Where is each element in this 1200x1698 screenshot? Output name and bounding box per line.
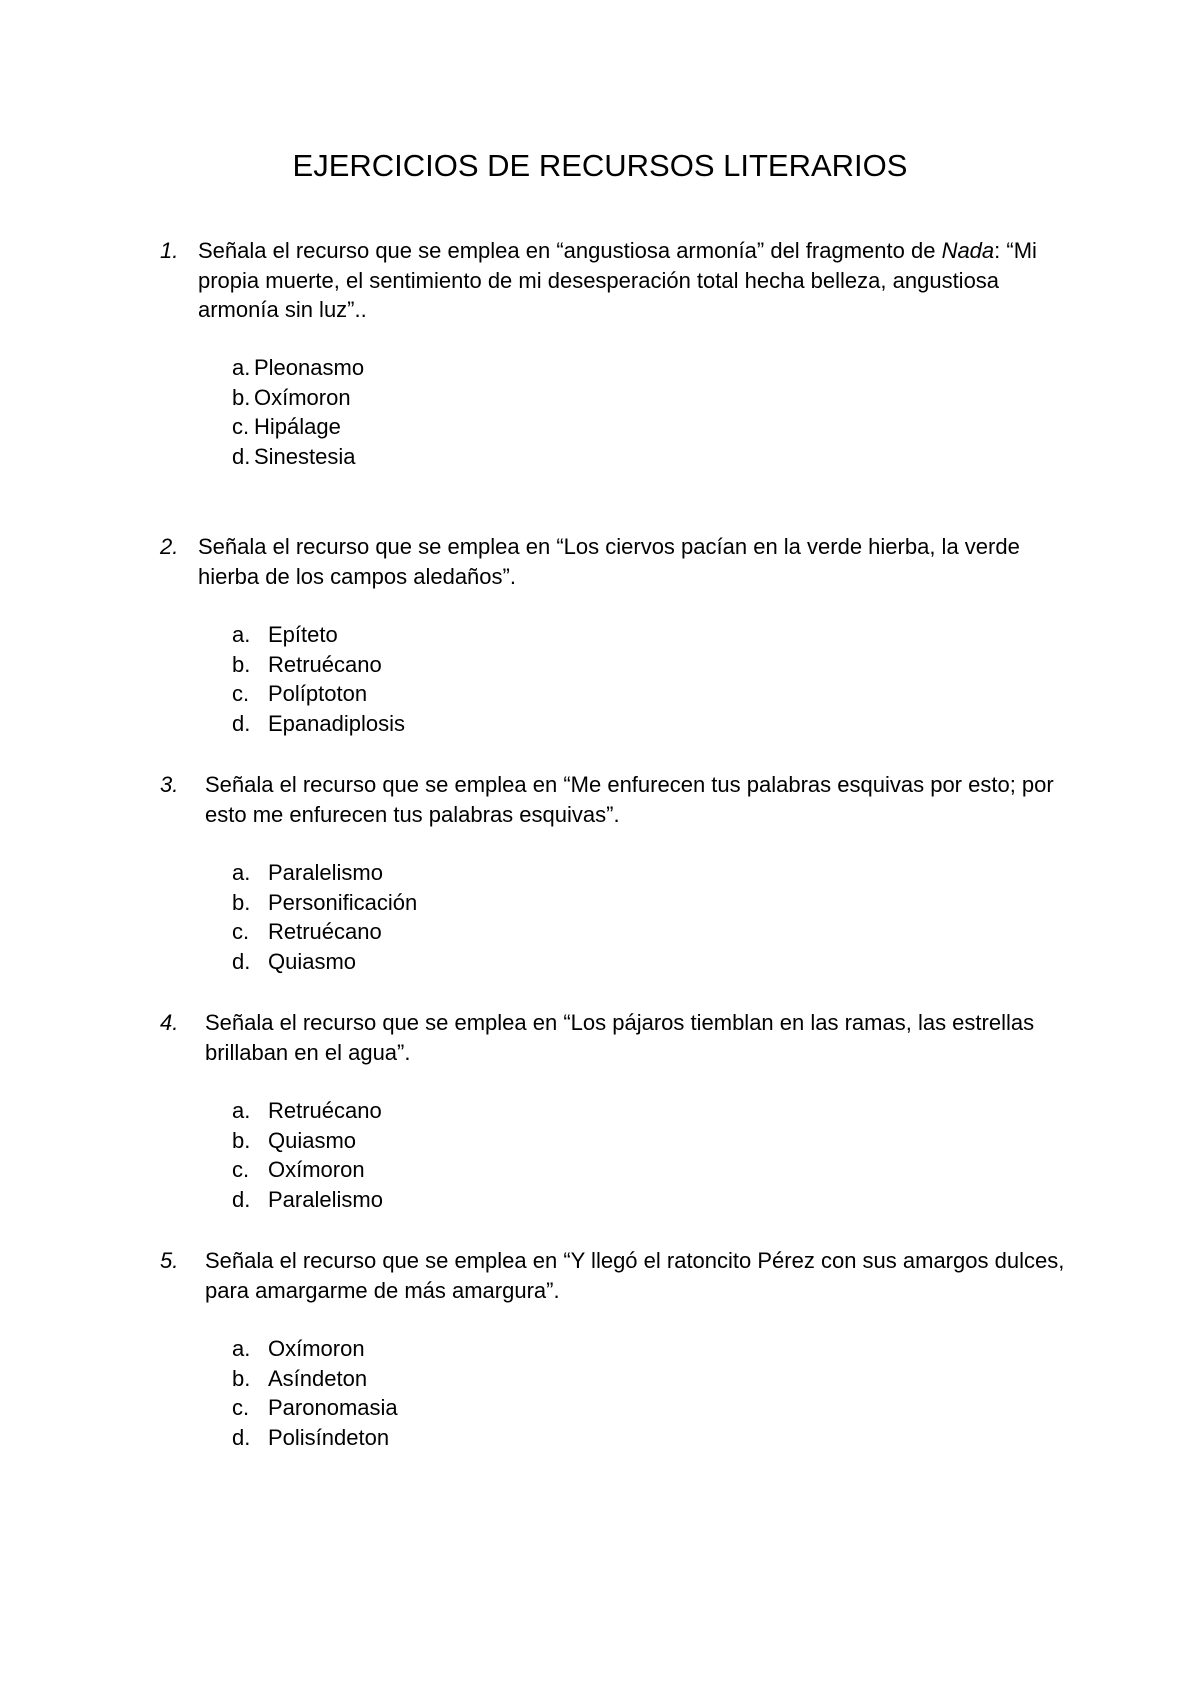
page-title: EJERCICIOS DE RECURSOS LITERARIOS: [292, 148, 908, 183]
option-letter: d.: [232, 948, 251, 974]
option-text: Polisíndeton: [268, 1424, 390, 1450]
option-letter: b.: [232, 651, 251, 677]
option-letter: b.: [232, 889, 251, 915]
option-letter: a.: [232, 860, 251, 885]
option-text: Oxímoron: [268, 1157, 365, 1183]
option-a: [232, 353, 364, 383]
option-letter: a.: [232, 355, 251, 380]
work-title: Nada: [941, 238, 995, 263]
question-number: 4.: [160, 1010, 179, 1035]
option-a: [232, 1096, 383, 1126]
options-list: [232, 858, 417, 976]
option-d: [232, 442, 364, 472]
option-text: Retruécano: [268, 651, 382, 677]
option-text: Paralelismo: [268, 1186, 383, 1212]
option-a: [232, 858, 417, 888]
option-a: [232, 1334, 398, 1364]
option-letter: d.: [232, 1186, 251, 1212]
option-text: Políptoton: [268, 681, 368, 707]
option-text: Paronomasia: [268, 1395, 398, 1421]
option-letter: d.: [232, 443, 251, 469]
option-b: [232, 888, 417, 918]
option-letter: a.: [232, 1336, 251, 1361]
question-text: Señala el recurso que se emplea en “Los pájaros tiemblan en las ramas, las estrellas brillaban en el agua”.: [205, 1010, 1035, 1065]
question-text: Señala el recurso que se emplea en “Los ciervos pacían en la verde hierba, la verde hierba de los campos aledaños”.: [198, 534, 1020, 589]
option-d: [232, 947, 417, 977]
question-number: 2.: [160, 534, 179, 559]
question-number: 5.: [160, 1248, 179, 1273]
options-list: [232, 620, 405, 738]
option-a: [232, 620, 405, 650]
question-prefix: Señala el recurso que se emplea en “angustiosa armonía” del fragmento de: [198, 238, 942, 263]
option-text: Sinestesia: [254, 443, 356, 469]
option-c: [232, 1155, 383, 1185]
option-d: [232, 1185, 383, 1215]
option-letter: b.: [232, 1365, 251, 1391]
option-letter: d.: [232, 1424, 251, 1450]
option-letter: c.: [232, 1157, 250, 1183]
option-text: Oxímoron: [268, 1336, 365, 1361]
option-text: Quiasmo: [268, 1127, 357, 1153]
option-letter: c.: [232, 919, 250, 945]
option-c: [232, 679, 405, 709]
question-text: Señala el recurso que se emplea en “Y llegó el ratoncito Pérez con sus amargos dulces, para amargarme de más amargura”.: [205, 1248, 1065, 1303]
option-c: [232, 917, 417, 947]
option-d: [232, 709, 405, 739]
option-text: Epanadiplosis: [268, 710, 405, 736]
option-b: [232, 383, 364, 413]
question-suffix: : “Mi propia muerte, el sentimiento de mi desesperación total hecha belleza, angustiosa armonía sin luz”..: [198, 238, 1037, 322]
option-text: Asíndeton: [268, 1365, 368, 1391]
option-text: Epíteto: [268, 622, 338, 647]
options-list: [232, 1096, 383, 1214]
option-d: [232, 1423, 398, 1453]
option-letter: d.: [232, 710, 251, 736]
question-text: [198, 236, 1078, 325]
option-text: Retruécano: [268, 1098, 382, 1123]
options-list: [232, 353, 364, 471]
option-letter: a.: [232, 1098, 251, 1123]
option-c: [232, 1393, 398, 1423]
option-text: Quiasmo: [268, 948, 357, 974]
option-text: Hipálage: [254, 414, 341, 440]
option-letter: c.: [232, 1395, 250, 1421]
option-b: [232, 650, 405, 680]
options-list: [232, 1334, 398, 1452]
option-letter: b.: [232, 384, 251, 410]
option-letter: c.: [232, 681, 250, 707]
question-text: Señala el recurso que se emplea en “Me enfurecen tus palabras esquivas por esto; por esto me enfurecen tus palabras esquivas”.: [205, 772, 1054, 827]
option-c: [232, 412, 364, 442]
option-letter: a.: [232, 622, 251, 647]
question-number: 3.: [160, 772, 179, 797]
option-letter: b.: [232, 1127, 251, 1153]
question-number: 1.: [160, 238, 179, 263]
option-text: Pleonasmo: [254, 355, 365, 380]
option-b: [232, 1364, 398, 1394]
option-text: Personificación: [268, 889, 418, 915]
option-text: Paralelismo: [268, 860, 383, 885]
option-b: [232, 1126, 383, 1156]
option-text: Retruécano: [268, 919, 382, 945]
option-text: Oxímoron: [254, 384, 351, 410]
option-letter: c.: [232, 414, 250, 440]
